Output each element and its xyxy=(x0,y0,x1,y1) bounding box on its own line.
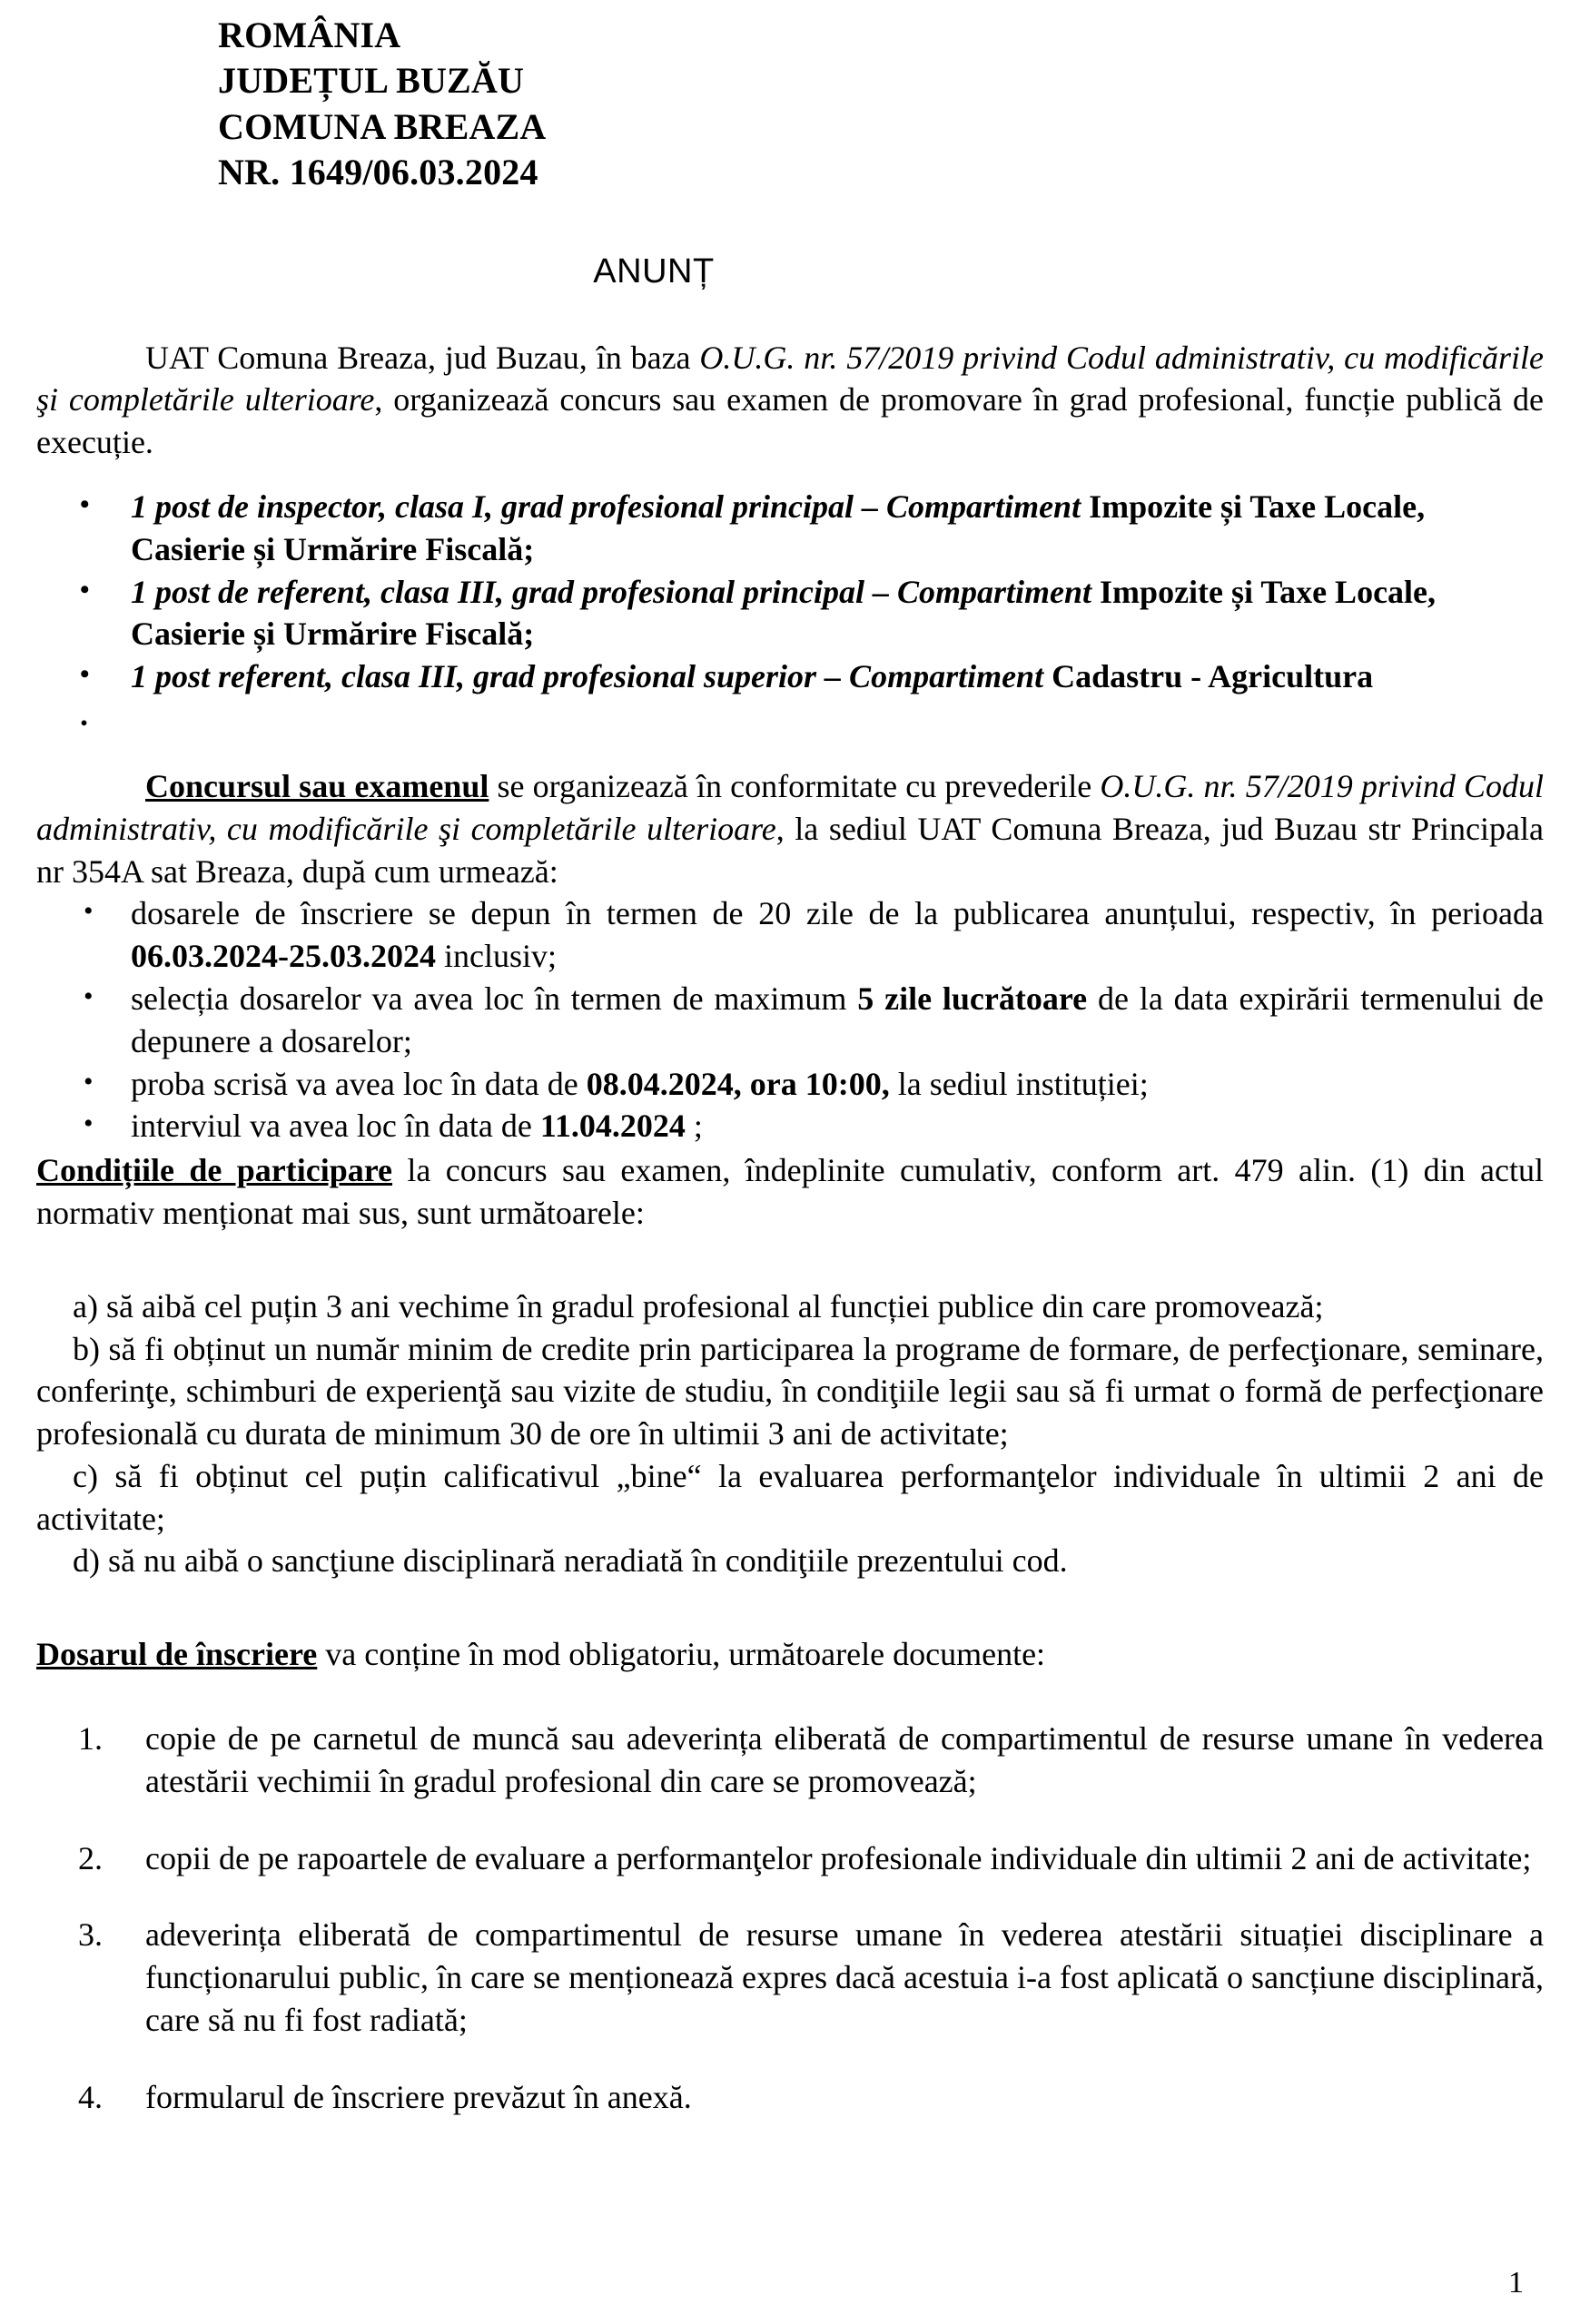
conditii-heading: Condițiile de participare xyxy=(36,1152,393,1189)
posts-list xyxy=(36,486,1544,698)
post-department: Cadastru - Agricultura xyxy=(1052,658,1374,695)
letterhead-country: ROMÂNIA xyxy=(218,15,401,55)
list-item xyxy=(36,978,1544,1063)
concurs-law-reference: O.U.G. nr. 57/2019 privind Codul administrativ, cu modificările şi completările ulterioare xyxy=(36,767,1544,847)
condition-item: a) să aibă cel puțin 3 ani vechime în gradul profesional al funcției publice din care promovează; xyxy=(73,1287,1324,1324)
concurs-text-part1: se organizează în conformitate cu prevederile xyxy=(489,767,1101,804)
intro-text-part3: , organizează concurs sau examen de promovare în grad profesional, funcție publică de execuție. xyxy=(36,381,1544,461)
schedule-highlight: 06.03.2024-25.03.2024 xyxy=(131,938,436,975)
schedule-text-before: proba scrisă va avea loc în data de xyxy=(131,1065,587,1102)
concurs-heading: Concursul sau examenul xyxy=(145,767,489,804)
condition-item: c) să fi obținut cel puțin calificativul „bine“ la evaluarea performanţelor individuale în ultimii 2 ani de activitate; xyxy=(36,1457,1544,1537)
schedule-highlight: 11.04.2024 xyxy=(539,1108,686,1145)
title-block xyxy=(36,252,1544,291)
condition-item: d) să nu aibă o sancţiune disciplinară neradiată în condiţiile prezentului cod. xyxy=(73,1542,1068,1580)
dosarul-paragraph xyxy=(36,1633,1544,1676)
letterhead xyxy=(218,13,1544,196)
letterhead-registration-number: NR. 1649/06.03.2024 xyxy=(218,152,538,193)
letterhead-county: JUDEȚUL BUZĂU xyxy=(218,60,525,102)
list-item xyxy=(36,486,1544,571)
stray-period: . xyxy=(80,695,88,733)
list-item: formularul de înscriere prevăzut în anexă. xyxy=(145,2078,692,2115)
schedule-text-before: interviul va avea loc în data de xyxy=(131,1108,540,1145)
conditions-list xyxy=(36,1285,1544,1583)
post-title-italic: 1 post de referent, clasa III, grad profesional principal – Compartiment xyxy=(131,573,1101,610)
list-item xyxy=(36,1105,1544,1147)
schedule-text-after: la sediul instituției; xyxy=(889,1065,1149,1102)
condition-item: b) să fi obținut un număr minim de credite prin participarea la programe de formare, de perfecţionare, seminare, conferinţe, schimburi de experienţă sau vizite de studiu, în condiţiile legii sau să fi urmat o formă de perfecţionare profesională cu durata de minimum 30 de ore în ultimii 3 ani de activitate; xyxy=(36,1330,1544,1452)
schedule-text-after: inclusiv; xyxy=(436,938,557,975)
post-department: Impozite și Taxe Locale, Casierie și Urmărire Fiscală; xyxy=(131,487,1426,567)
list-item: copie de pe carnetul de muncă sau adeverința eliberată de compartimentul de resurse umane în vederea atestării vechimii în gradul profesional din care se promovează; xyxy=(145,1720,1544,1799)
conditii-paragraph xyxy=(36,1149,1544,1235)
intro-law-reference: O.U.G. nr. 57/2019 privind Codul administrativ, cu modificările şi completările ulterioare xyxy=(36,339,1544,419)
list-item: copii de pe rapoartele de evaluare a performanţelor profesionale individuale din ultimii 2 ani de activitate; xyxy=(145,1839,1532,1876)
post-title-italic: 1 post de inspector, clasa I, grad profesional principal – Compartiment xyxy=(131,487,1090,525)
schedule-text-after: ; xyxy=(685,1108,703,1145)
dosarul-heading: Dosarul de înscriere xyxy=(36,1636,318,1673)
concurs-text-part2: , la sediul UAT Comuna Breaza, jud Buzau str Principala nr 354A sat Breaza, după cum urmează: xyxy=(36,810,1544,890)
post-department: Impozite și Taxe Locale, Casierie și Urmărire Fiscală; xyxy=(131,573,1437,653)
schedule-highlight: 08.04.2024, ora 10:00, xyxy=(586,1065,890,1102)
letterhead-commune: COMUNA BREAZA xyxy=(218,105,547,147)
schedule-highlight: 5 zile lucrătoare xyxy=(857,980,1088,1017)
schedule-text-before: dosarele de înscriere se depun în termen de 20 zile de la publicarea anunțului, respectiv, în perioada xyxy=(131,895,1544,932)
list-item xyxy=(36,892,1544,978)
list-item xyxy=(36,571,1544,656)
list-item xyxy=(36,1063,1544,1106)
concurs-paragraph xyxy=(36,765,1544,892)
schedule-list xyxy=(36,892,1544,1147)
document-body xyxy=(36,0,1544,2153)
intro-paragraph xyxy=(36,337,1544,464)
post-title-italic: 1 post referent, clasa III, grad profesional superior – Compartiment xyxy=(131,658,1052,695)
page-title: ANUNȚ xyxy=(593,251,715,290)
intro-text-part1: UAT Comuna Breaza, jud Buzau, în baza xyxy=(145,339,700,376)
conditii-text: la concurs sau examen, îndeplinite cumulativ, conform art. 479 alin. (1) din actul normativ menționat mai sus, sunt următoarele: xyxy=(36,1152,1544,1231)
list-item: adeverința eliberată de compartimentul de resurse umane în vederea atestării situației disciplinare a funcționarului public, în care se menționează expres dacă acestuia i-a fost aplicată o sancțiune disciplinară, care să nu fi fost radiată; xyxy=(145,1916,1544,2039)
page-number: 1 xyxy=(1508,2266,1524,2299)
schedule-text-after: de la data expirării termenului de depunere a dosarelor; xyxy=(131,980,1544,1059)
list-item xyxy=(36,655,1544,698)
dosarul-text: va conține în mod obligatoriu, următoarele documente: xyxy=(317,1636,1046,1673)
documents-list xyxy=(36,1718,1544,2119)
schedule-text-before: selecția dosarelor va avea loc în termen de maximum xyxy=(131,980,858,1017)
